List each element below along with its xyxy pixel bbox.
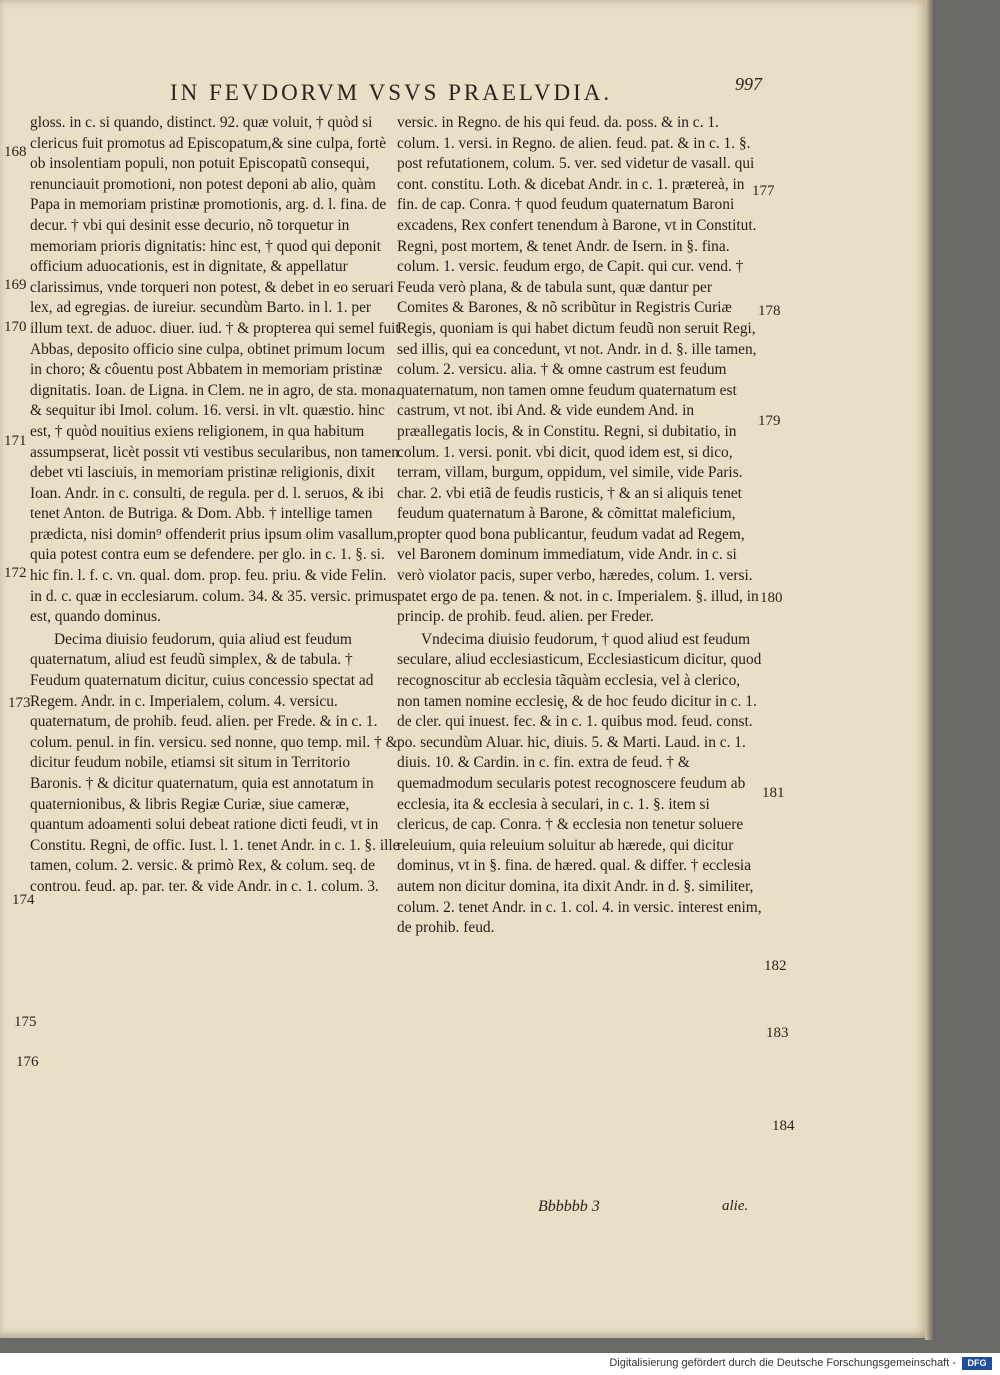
digitization-footer — [0, 1353, 1000, 1375]
digitization-notice: Digitalisierung gefördert durch die Deutsche Forschungsgemeinschaft - — [609, 1357, 956, 1369]
page-number: 997 — [735, 74, 762, 94]
margin-number: 169 — [4, 277, 27, 293]
margin-number: 176 — [16, 1054, 39, 1070]
dfg-logo-icon: DFG — [962, 1357, 992, 1370]
margin-number: 181 — [762, 785, 785, 801]
right-paragraph-1: versic. in Regno. de his qui feud. da. poss. & in c. 1. colum. 1. versi. in Regno. de alien. feud. pat. & in c. 1. §. post refutationem, colum. 5. ver. sed videtur de vasall. qui cont. constitu. Loth. & dicebat Andr. in c. 1. prætereà, in fin. de cap. Conra. † quod feudum quaternatum Baroni excadens, Rex confert tenendum à Barone, vt in Constitut. Regni, post mortem, & tenet Andr. de Isern. in §. fina. colum. 1. versic. feudum ergo, de Capit. qui cur. vend. † Feuda verò plana, & de tabula sunt, quæ dantur per Comites & Barones, & nõ scribũtur in Registris Curiæ Regis, quoniam is qui habet dictum feudũ non seruit Regi, sed illis, qui ea concedunt, vt not. Andr. in d. §. ille tamen, colum. 2. versicu. alia. † & omne castrum est feudum quaternatum, non tamen omne feudum quaternatum est castrum, vt not. ibi And. & vide eundem And. in præallegatis locis, & in Constitu. Regni, si dubitatio, in colum. 1. versi. ponit. vbi dicit, quod idem est, si dico, terram, villam, burgum, oppidum, vel simile, vide Paris. char. 2. vbi etiã de feudis rusticis, † & an si aliquis tenet feudum quaternatum à Barone, & cõmittat maleficium, propter quod bona publicantur, feudum vadat ad Regem, vel Baronem dominum immediatum, vide Andr. in c. si verò violator pacis, super verbo, hæredes, colum. 1. versi. patet ergo de pa. tenen. & not. in c. Imperialem. §. illud, in princip. de prohib. feud. alien. per Freder. — [397, 114, 759, 626]
left-paragraph-2: Decima diuisio feudorum, quia aliud est feudum quaternatum, aliud est feudũ simplex, & de tabula. † Feudum quaternatum dicitur, cuius concessio spectat ad Regem. Andr. in c. Imperialem, colum. 4. versicu. quaternatum, de prohib. feud. alien. per Frede. & in c. 1. colum. penul. in fin. versicu. sed nonne, quo temp. mil. † & dicitur feudum nobile, etiamsi sit situm in Territorio Baronis. † & dicitur quaternatum, quia est annotatum in quaternionibus, & libris Regiæ Curiæ, siue cameræ, quantum adoamenti solui debeat ratione dicti feudi, vt in Constitu. Regni, de offic. Iust. l. 1. tenet Andr. in c. 1. §. ille tamen, colum. 2. versic. & primò Rex, & colum. seq. de controu. feud. ap. par. ter. & vide Andr. in c. 1. colum. 3. — [30, 630, 400, 895]
signature-mark: Bbbbbb 3 — [538, 1198, 600, 1215]
page-edge — [925, 0, 935, 1340]
margin-number: 178 — [758, 303, 781, 319]
right-column — [397, 113, 765, 939]
left-column — [30, 113, 400, 898]
margin-number: 179 — [758, 413, 781, 429]
margin-number: 177 — [752, 183, 775, 199]
catchword: alie. — [722, 1198, 749, 1214]
margin-number: 172 — [4, 565, 27, 581]
right-paragraph-2: Vndecima diuisio feudorum, † quod aliud est feudum seculare, aliud ecclesiasticum, Ecclesiasticum dicitur, quod recognoscitur ab ecclesia tãquàm ecclesia, vel à clerico, non tamen nomine ecclesię, & de hoc feudo dicitur in c. 1. de cler. qui inuest. fec. & in c. 1. quibus mod. feud. const. po. secundùm Aluar. hic, diuis. 5. & Marti. Laud. in c. 1. diuis. 10. & Cardin. in c. fin. extra de feud. † & quemadmodum secularis potest recognoscere feudum ab ecclesia, ita & ecclesia à seculari, in c. 1. §. item si clericus, de cap. Conra. † & ecclesia non tenetur soluere releuium, quia releuium soluitur ab hærede, qui dicitur dominus, vt in §. fina. de hæred. qual. & differ. † ecclesia autem non dicitur domina, ita dixit Andr. in d. §. similiter, colum. 2. tenet Andr. in c. 1. col. 4. in versic. interest enim, de prohib. feud. — [397, 630, 762, 937]
margin-number: 183 — [766, 1025, 789, 1041]
margin-number: 171 — [4, 433, 27, 449]
left-paragraph-1: gloss. in c. si quando, distinct. 92. quæ voluit, † quòd si clericus fuit promotus ad Episcopatum,& sine culpa, fortè ob insolentiam populi, non potuit Episcopatũ consequi, renunciauit promotioni, non potest deponi ab alio, quàm Papa in memoriam pristinæ promotionis, arg. d. l. fina. de decur. † vbi qui desinit esse decurio, nõ torquetur in memoriam prioris dignitatis: hinc est, † quod qui deponit officium aduocationis, est in dignitate, & appellatur clarissimus, vnde torqueri non potest, & debet in eo seruari lex, ad egregias. de iureiur. secundùm Barto. in l. 1. per illum text. de aduoc. diuer. iud. † & propterea qui semel fuit Abbas, deposito officio sine culpa, obtinet primum locum in choro; & côuentu post Abbatem in memoriam pristinæ dignitatis. Ioan. de Ligna. in Clem. ne in agro, de sta. mona. & sequitur ibi Imol. colum. 16. versi. in vlt. quæstio. hinc est, † quòd nouitius exiens religionem, in qua habitum assumpserat, licèt possit vti vestibus secularibus, non tamen debet vti lasciuis, in memoriam pristinæ religionis, dixit Ioan. Andr. in c. consulti, de regula. per d. l. seruos, & ibi tenet Anton. de Butriga. & Dom. Abb. † intellige tamen prædicta, nisi domin⁹ offenderit prius ipsum olim vasallum, quia potest contra eum se defendere. per glo. in c. 1. §. si. hic fin. l. f. c. vn. qual. dom. prop. feu. priu. & vide Felin. in d. c. quæ in ecclesiarum. colum. 34. & 35. versic. primus est, quando dominus. — [30, 114, 400, 626]
margin-number: 170 — [4, 319, 27, 335]
margin-number: 182 — [764, 958, 787, 974]
margin-number: 180 — [760, 590, 783, 606]
running-head: IN FEVDORVM VSVS PRAELVDIA. — [170, 80, 613, 105]
margin-number: 173 — [8, 695, 31, 711]
margin-number: 168 — [4, 144, 27, 160]
margin-number: 175 — [14, 1014, 37, 1030]
margin-number: 184 — [772, 1118, 795, 1134]
margin-number: 174 — [12, 892, 35, 908]
